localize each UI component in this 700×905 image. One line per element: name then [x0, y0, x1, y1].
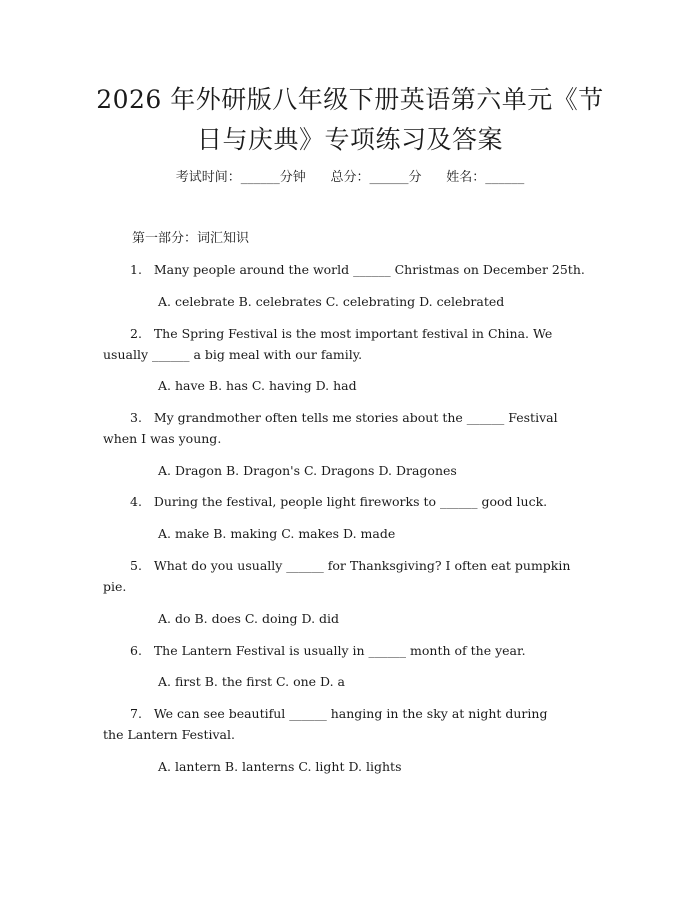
question-7: 7. We can see beautiful ______ hanging in the sky at night during: [130, 706, 548, 721]
exam-info-line: 考试时间：______分钟 总分：______分 姓名：______: [175, 170, 525, 185]
question-2: 2. The Spring Festival is the most important festival in China. We: [130, 326, 553, 341]
document-title: [70, 80, 630, 160]
question-3-continuation: when I was young.: [103, 431, 222, 446]
question-1-options: A. celebrate B. celebrates C. celebrating D. celebrated: [158, 294, 505, 309]
question-5-continuation: pie.: [103, 579, 127, 594]
question-7-continuation: the Lantern Festival.: [103, 727, 235, 742]
title-line-2: 日与庆典》专项练习及答案: [196, 125, 503, 154]
section-heading: 第一部分：词汇知识: [132, 231, 250, 246]
question-3: 3. My grandmother often tells me stories about the ______ Festival: [130, 410, 558, 425]
question-2-continuation: usually ______ a big meal with our family.: [103, 347, 363, 362]
question-6-options: A. first B. the first C. one D. a: [158, 674, 345, 689]
question-3-options: A. Dragon B. Dragon's C. Dragons D. Dragones: [158, 463, 457, 478]
question-1: 1. Many people around the world ______ Christmas on December 25th.: [130, 262, 585, 277]
question-4: 4. During the festival, people light fireworks to ______ good luck.: [130, 494, 548, 509]
question-4-options: A. make B. making C. makes D. made: [158, 526, 396, 541]
question-5: 5. What do you usually ______ for Thanksgiving? I often eat pumpkin: [130, 558, 571, 573]
question-7-options: A. lantern B. lanterns C. light D. lights: [158, 759, 402, 774]
question-2-options: A. have B. has C. having D. had: [158, 378, 357, 393]
question-5-options: A. do B. does C. doing D. did: [158, 611, 340, 626]
title-line-1: 2026 年外研版八年级下册英语第六单元《节: [96, 85, 604, 114]
question-6: 6. The Lantern Festival is usually in ______ month of the year.: [130, 643, 526, 658]
